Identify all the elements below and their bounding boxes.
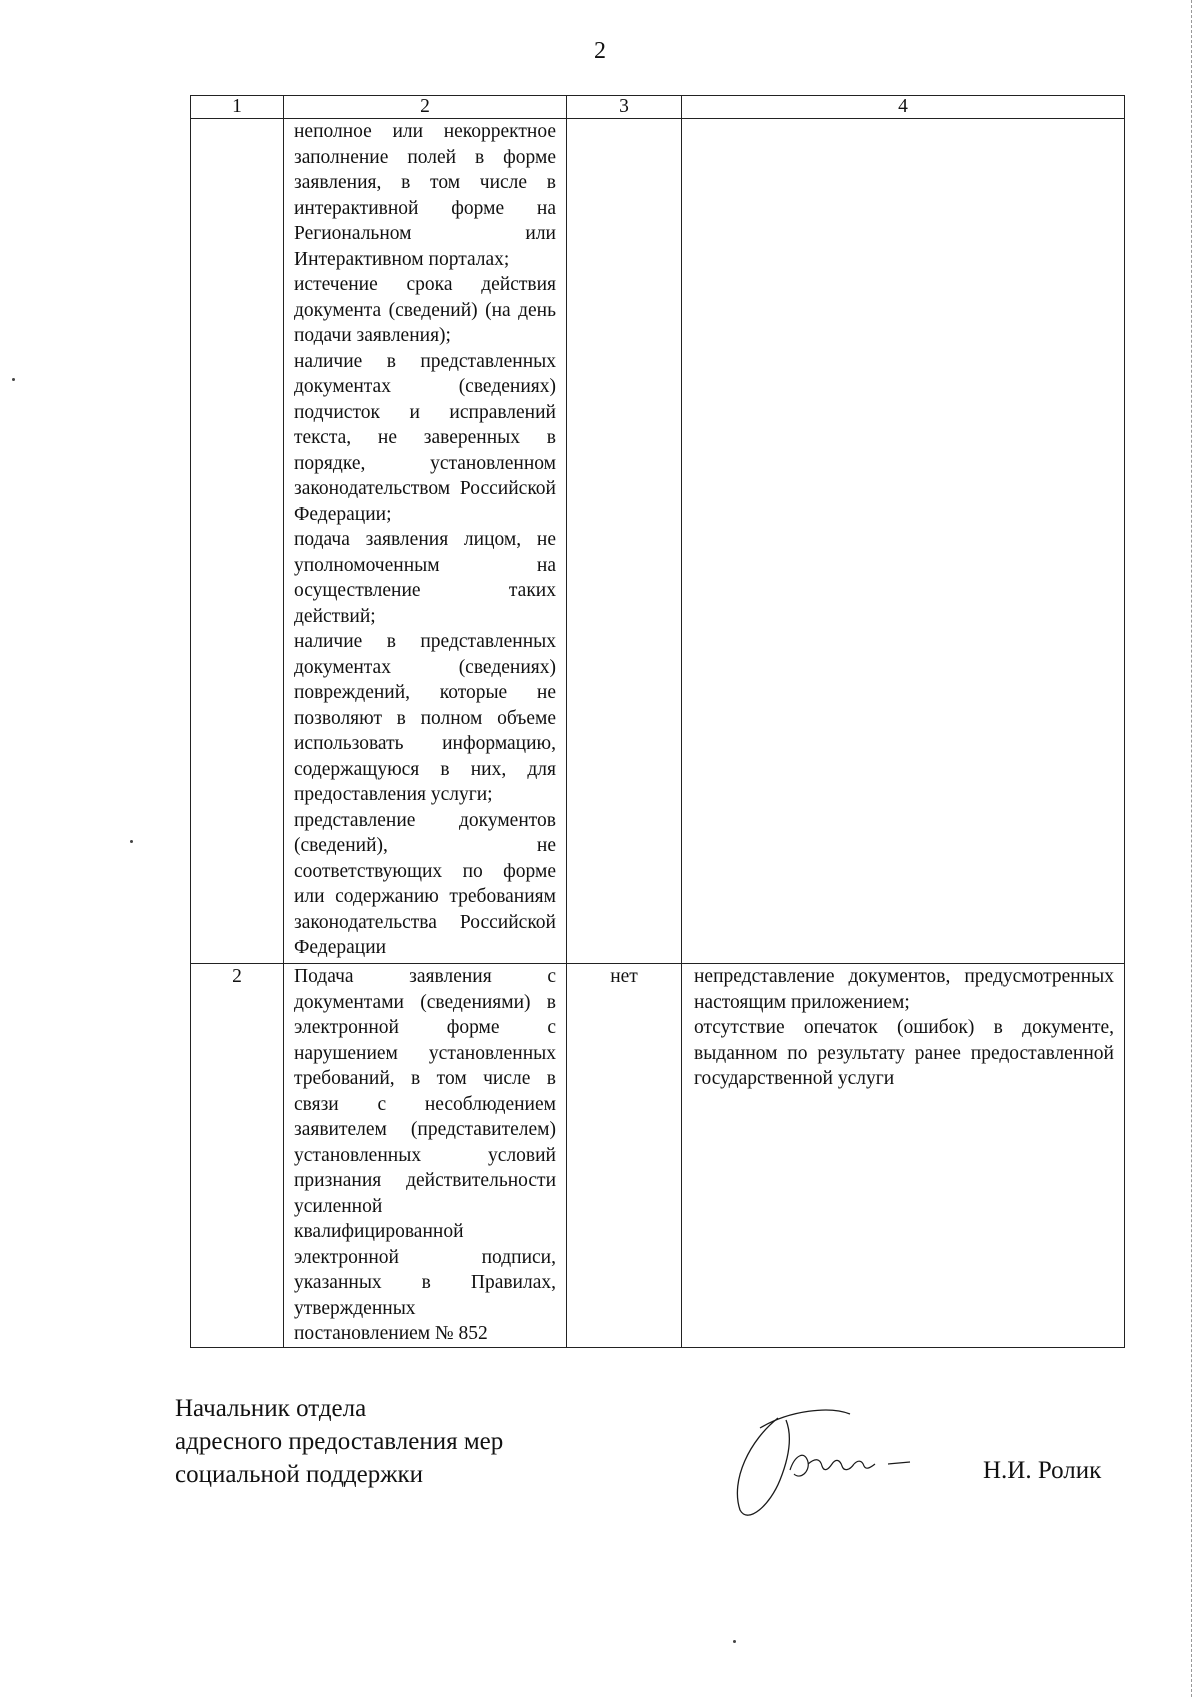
notes-cell xyxy=(682,964,1125,1348)
scan-speck xyxy=(12,378,15,381)
document-table xyxy=(190,95,1125,1348)
grounds-cell xyxy=(284,964,567,1348)
row-number-cell xyxy=(191,119,284,964)
table-row xyxy=(191,964,1125,1348)
cell-paragraph: представление документов (сведений), не соответствующих по форме или содержанию требованиям законодательства Российской Федерации xyxy=(294,809,556,958)
scan-edge xyxy=(1190,0,1192,1697)
page-number: 2 xyxy=(594,38,606,64)
row-number-cell: 2 xyxy=(191,964,284,1348)
signature-position xyxy=(175,1392,503,1491)
grounds-cell xyxy=(284,119,567,964)
cell-paragraph: наличие в представленных документах (сведениях) повреждений, которые не позволяют в полном объеме использовать информацию, содержащуюся в них, для предоставления услуги; xyxy=(294,631,556,805)
handwritten-signature xyxy=(720,1400,940,1530)
cell-paragraph: отсутствие опечаток (ошибок) в документе, выданном по результату ранее предоставленной государственной услуги xyxy=(694,1017,1114,1089)
cell-paragraph: неполное или некорректное заполнение полей в форме заявления, в том числе в интерактивной форме на Региональном или Интерактивном порталах; xyxy=(294,121,556,270)
value-cell xyxy=(567,119,682,964)
column-header: 3 xyxy=(567,96,682,119)
scan-speck xyxy=(733,1640,736,1643)
value-cell: нет xyxy=(567,964,682,1348)
cell-paragraph: подача заявления лицом, не уполномоченным на осуществление таких действий; xyxy=(294,529,556,627)
cell-paragraph: непредставление документов, предусмотренных настоящим приложением; xyxy=(694,966,1114,1013)
column-header: 4 xyxy=(682,96,1125,119)
notes-cell xyxy=(682,119,1125,964)
table-header-row xyxy=(191,96,1125,119)
cell-paragraph: наличие в представленных документах (сведениях) подчисток и исправлений текста, не заверенных в порядке, установленном законодательством Российской Федерации; xyxy=(294,350,556,525)
position-line: социальной поддержки xyxy=(175,1461,424,1488)
column-header: 1 xyxy=(191,96,284,119)
position-line: адресного предоставления мер xyxy=(175,1428,504,1455)
cell-paragraph: Подача заявления с документами (сведениями) в электронной форме с нарушением установленных требований, в том числе в связи с несоблюдением заявителем (представителем) установленных условий признания действительности усиленной квалифицированной электронной подписи, указанных в Правилах, утвержденных постановлением № 852 xyxy=(294,966,556,1344)
scan-speck xyxy=(130,840,133,843)
table-row xyxy=(191,119,1125,964)
position-line: Начальник отдела xyxy=(175,1395,367,1422)
cell-paragraph: истечение срока действия документа (сведений) (на день подачи заявления); xyxy=(294,274,556,346)
column-header: 2 xyxy=(284,96,567,119)
signer-name: Н.И. Ролик xyxy=(983,1457,1102,1484)
